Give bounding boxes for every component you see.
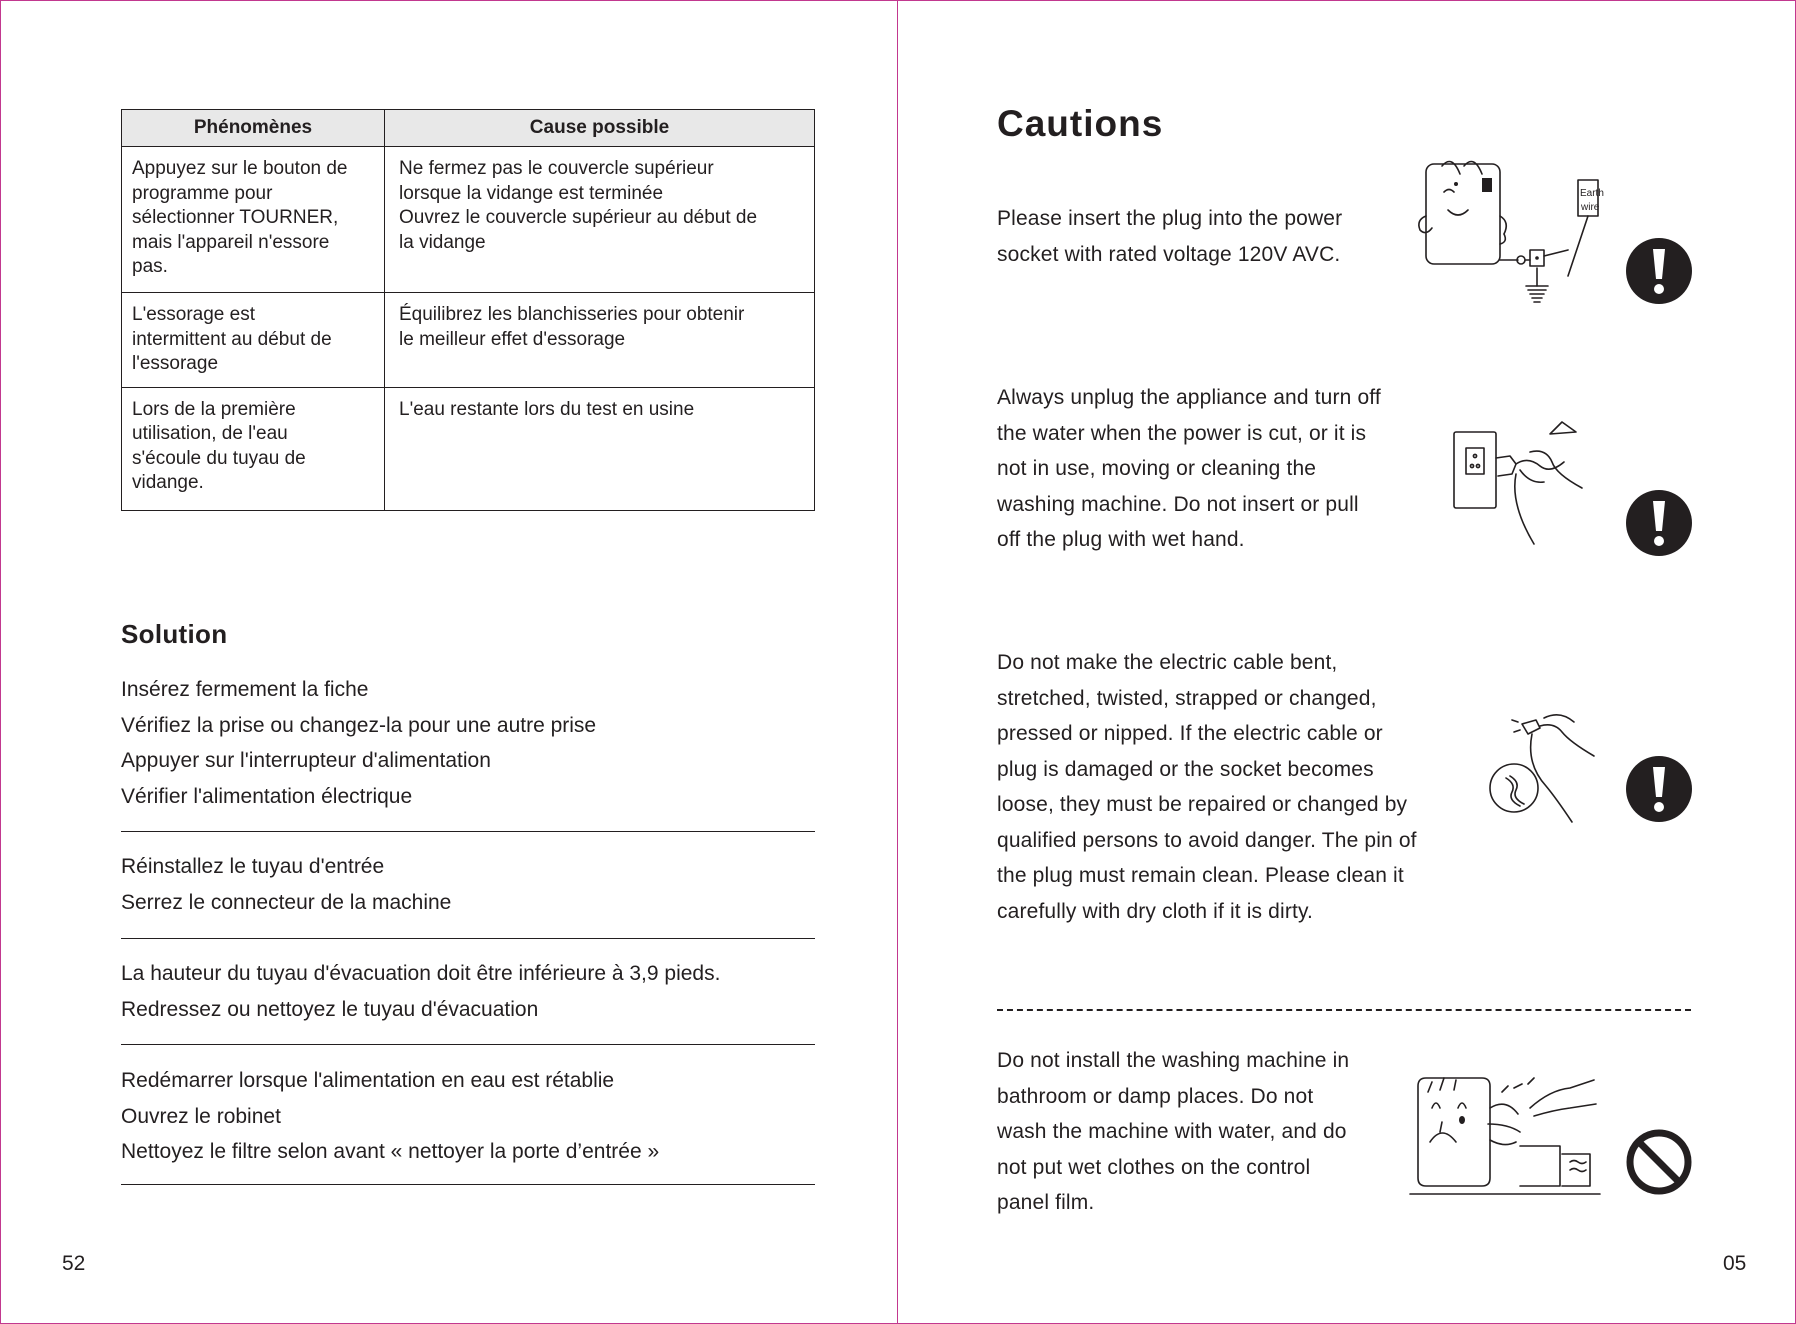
solution-divider bbox=[121, 831, 815, 832]
cell-text-line: Ouvrez le couvercle supérieur au début de bbox=[399, 207, 758, 228]
solution-line: Nettoyez le filtre selon avant « nettoyer la porte d’entrée » bbox=[121, 1140, 660, 1163]
solution-divider bbox=[121, 1044, 815, 1045]
solution-line: Serrez le connecteur de la machine bbox=[121, 890, 452, 914]
solution-line: Ouvrez le robinet bbox=[121, 1104, 281, 1128]
page-number-left: 52 bbox=[62, 1252, 86, 1275]
caution-line: plug is damaged or the socket becomes bbox=[997, 757, 1374, 781]
cell-text-line: utilisation, de l'eau bbox=[132, 423, 288, 444]
unplug-from-socket-illustration bbox=[1450, 418, 1600, 558]
solution-line: Vérifiez la prise ou changez-la pour une autre prise bbox=[121, 713, 597, 737]
cell-text-line: Ne fermez pas le couvercle supérieur bbox=[399, 158, 714, 179]
caution-line: Do not install the washing machine in bbox=[997, 1049, 1350, 1072]
caution-text-1 bbox=[997, 201, 1342, 272]
earth-label: Earth bbox=[1580, 188, 1604, 199]
solution-line: Redressez ou nettoyez le tuyau d'évacuation bbox=[121, 997, 539, 1021]
solution-group bbox=[121, 956, 814, 1027]
cell-text-line: la vidange bbox=[399, 231, 486, 253]
cell-text-line: sélectionner TOURNER, bbox=[132, 207, 339, 228]
cause-cell bbox=[385, 147, 815, 293]
page-number-right: 05 bbox=[1723, 1252, 1747, 1275]
solution-group bbox=[121, 672, 814, 814]
table-header-row bbox=[122, 110, 815, 147]
cable-plug-illustration bbox=[1488, 702, 1598, 822]
cell-text-line: lorsque la vidange est terminée bbox=[399, 182, 664, 204]
cell-text-line: vidange. bbox=[132, 472, 204, 493]
water-spray-illustration bbox=[1410, 1068, 1640, 1200]
caution-text-4 bbox=[997, 1043, 1349, 1221]
troubleshooting-table bbox=[121, 109, 815, 511]
solution-group bbox=[121, 849, 814, 920]
cell-text-line: l'essorage bbox=[132, 353, 219, 374]
caution-line: the water when the power is cut, or it is bbox=[997, 421, 1367, 445]
caution-line: stretched, twisted, strapped or changed, bbox=[997, 686, 1377, 710]
caution-line: socket with rated voltage 120V AVC. bbox=[997, 242, 1341, 266]
solution-line: Vérifier l'alimentation électrique bbox=[121, 784, 413, 808]
caution-line: carefully with dry cloth if it is dirty. bbox=[997, 899, 1314, 923]
prohibition-icon bbox=[1625, 1128, 1693, 1196]
caution-line: Always unplug the appliance and turn off bbox=[997, 386, 1381, 409]
cause-cell bbox=[385, 293, 815, 388]
table-row bbox=[122, 147, 815, 293]
solution-line: Insérez fermement la fiche bbox=[121, 678, 369, 701]
caution-line: not put wet clothes on the control bbox=[997, 1155, 1311, 1179]
solution-divider bbox=[121, 1184, 815, 1185]
solution-line: Redémarrer lorsque l'alimentation en eau est rétablie bbox=[121, 1069, 615, 1092]
cautions-heading: Cautions bbox=[997, 103, 1164, 144]
phenomenon-cell bbox=[122, 147, 385, 293]
caution-line: Do not make the electric cable bent, bbox=[997, 651, 1338, 674]
cell-text-line: programme pour bbox=[132, 182, 273, 204]
phenomenon-cell bbox=[122, 387, 385, 510]
cell-text-line: Lors de la première bbox=[132, 398, 296, 420]
cell-text-line: s'écoule du tuyau de bbox=[132, 447, 306, 469]
appliance-earth-wire-illustration bbox=[1418, 156, 1604, 306]
caution-text-3 bbox=[997, 645, 1417, 929]
solution-divider bbox=[121, 938, 815, 939]
cell-text-line: Équilibrez les blanchisseries pour obtenir bbox=[399, 304, 745, 325]
cell-text-line: L'eau restante lors du test en usine bbox=[399, 398, 695, 420]
caution-line: loose, they must be repaired or changed by bbox=[997, 793, 1408, 816]
phenomenon-cell bbox=[122, 293, 385, 388]
caution-line: panel film. bbox=[997, 1191, 1095, 1214]
caution-line: the plug must remain clean. Please clean it bbox=[997, 864, 1404, 887]
solution-group bbox=[121, 1063, 814, 1170]
table-row bbox=[122, 293, 815, 388]
caution-line: pressed or nipped. If the electric cable or bbox=[997, 722, 1383, 745]
solution-line: Appuyer sur l'interrupteur d'alimentation bbox=[121, 749, 491, 772]
solution-line: La hauteur du tuyau d'évacuation doit être inférieure à 3,9 pieds. bbox=[121, 962, 721, 985]
solution-heading: Solution bbox=[121, 619, 228, 649]
mandatory-action-icon bbox=[1625, 237, 1693, 305]
cell-text-line: intermittent au début de bbox=[132, 328, 332, 350]
mandatory-action-icon bbox=[1625, 489, 1693, 557]
cause-cell bbox=[385, 387, 815, 510]
caution-line: Please insert the plug into the power bbox=[997, 207, 1343, 230]
caution-line: wash the machine with water, and do bbox=[997, 1120, 1347, 1143]
dashed-separator bbox=[997, 1009, 1691, 1011]
caution-line: off the plug with wet hand. bbox=[997, 528, 1245, 551]
table-row bbox=[122, 387, 815, 510]
cell-text-line: mais l'appareil n'essore bbox=[132, 231, 330, 253]
caution-line: not in use, moving or cleaning the bbox=[997, 457, 1317, 480]
caution-line: bathroom or damp places. Do not bbox=[997, 1084, 1314, 1108]
column-header-cause: Cause possible bbox=[385, 110, 815, 147]
caution-line: qualified persons to avoid danger. The pin of bbox=[997, 828, 1417, 852]
solution-line: Réinstallez le tuyau d'entrée bbox=[121, 855, 385, 878]
cell-text-line: Appuyez sur le bouton de bbox=[132, 158, 348, 179]
cell-text-line: L'essorage est bbox=[132, 304, 255, 325]
caution-line: washing machine. Do not insert or pull bbox=[997, 492, 1359, 516]
column-header-phenomena: Phénomènes bbox=[122, 110, 385, 147]
caution-text-2 bbox=[997, 380, 1381, 558]
cell-text-line: le meilleur effet d'essorage bbox=[399, 328, 626, 350]
page-divider bbox=[897, 0, 898, 1324]
cell-text-line: pas. bbox=[132, 256, 168, 277]
mandatory-action-icon bbox=[1625, 755, 1693, 823]
wire-label: wire bbox=[1581, 202, 1600, 213]
